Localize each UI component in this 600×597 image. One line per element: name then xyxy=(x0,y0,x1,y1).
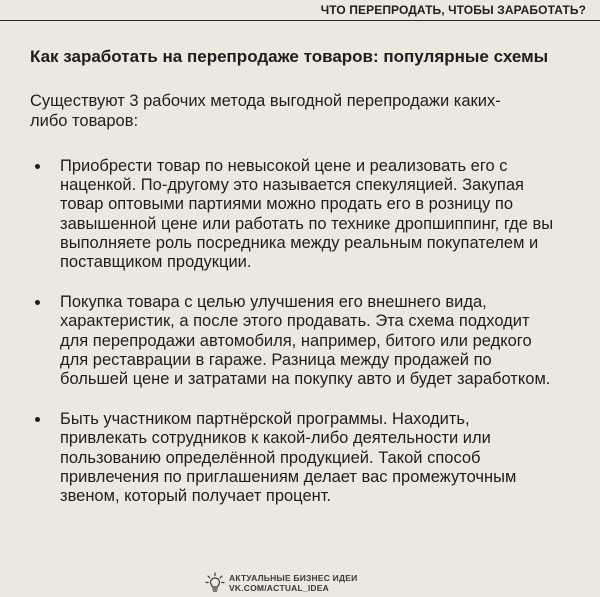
footer-brand[interactable] xyxy=(205,570,357,596)
brand-name: АКТУАЛЬНЫЕ БИЗНЕС ИДЕИ xyxy=(229,573,358,583)
lightbulb-icon xyxy=(205,572,225,594)
bullet-icon xyxy=(35,164,40,169)
list-item-text: Приобрести товар по невысокой цене и реализовать его с наценкой. По-другому это называется спекуляцией. Закупая товар оптовыми партиями можно продать его в розницу по завышенной цене или работать по технике дропшиппинг, где вы выполняете роль посредника между реальным покупателем и поставщиком продукции. xyxy=(60,157,554,272)
article xyxy=(30,46,560,527)
header-divider xyxy=(0,20,600,21)
list-item xyxy=(30,410,560,506)
footer-text xyxy=(229,573,357,593)
list-item xyxy=(30,157,560,272)
list-item-text: Покупка товара с целью улучшения его внешнего вида, характеристик, а после этого продавать. Эта схема подходит для перепродажи автомобиля, например, битого или редкого для реставрации в гараже. Разница между продажей по большей цене и затратами на покупку авто и будет заработком. xyxy=(60,293,551,389)
list-item xyxy=(30,293,560,389)
bullet-icon xyxy=(35,417,40,422)
top-bar xyxy=(0,0,600,22)
list-item-text: Быть участником партнёрской программы. Находить, привлекать сотрудников к какой-либо деятельности или пользованию определённой продукцией. Такой способ привлечения по приглашениям делает вас промежуточным звеном, который получает процент. xyxy=(60,410,517,506)
brand-url[interactable]: VK.COM/ACTUAL_IDEA xyxy=(229,583,329,593)
article-heading: Как заработать на перепродаже товаров: популярные схемы xyxy=(30,47,549,66)
methods-list xyxy=(30,157,560,506)
bullet-icon xyxy=(35,300,40,305)
page-title: ЧТО ПЕРЕПРОДАТЬ, ЧТОБЫ ЗАРАБОТАТЬ? xyxy=(320,3,586,17)
footer xyxy=(0,570,600,596)
article-intro: Существуют 3 рабочих метода выгодной перепродажи каких-либо товаров: xyxy=(30,92,501,130)
